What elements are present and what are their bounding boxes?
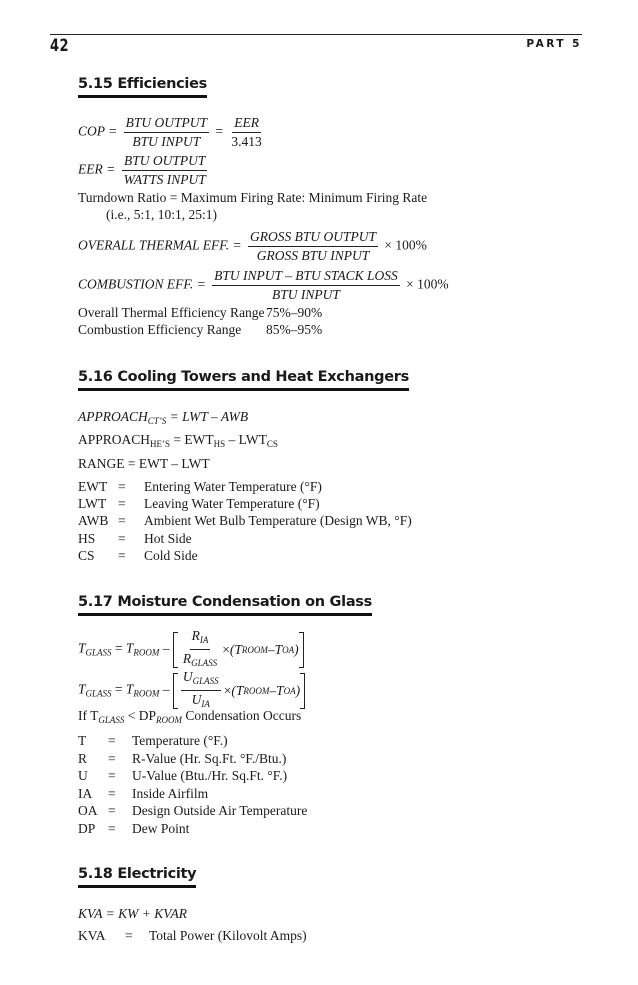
part-label: PART 5 bbox=[526, 38, 582, 50]
definition-text: Design Outside Air Temperature bbox=[132, 803, 308, 819]
section-title-5-17: 5.17 Moisture Condensation on Glass bbox=[78, 594, 372, 616]
approach-he-equation: $APPROACH_{HE’S} = EWT_{HS} - LWT_{CS}$ bbox=[78, 432, 278, 449]
cop-fraction-1: $\frac{\text{BTU OUTPUT}}{\text{BTU INPUT}}$ bbox=[125, 115, 208, 149]
definition-equals: = bbox=[118, 513, 126, 529]
definition-equals: = bbox=[108, 750, 116, 766]
definition-text: Leaving Water Temperature (°F) bbox=[144, 496, 320, 512]
definition-abbr: U bbox=[78, 768, 88, 784]
definition-equals: = bbox=[108, 768, 116, 784]
combustion-eff-equation: COMBUSTION EFF. = $\frac{\text{BTU INPUT – BTU STACK LOSS}}{\text{BTU INPUT}}$ × 100% bbox=[78, 268, 449, 302]
definition-abbr: DP bbox=[78, 821, 96, 836]
approach-ct-equation: $APPROACH_{CT’S}$ = LWT – AWB bbox=[78, 409, 249, 426]
definition-text: Ambient Wet Bulb Temperature (Design WB, °F) bbox=[144, 513, 412, 529]
definition-text: Total Power (Kilovolt Amps) bbox=[149, 928, 307, 943]
definition-equals: = bbox=[108, 821, 116, 836]
definition-equals: = bbox=[108, 803, 116, 819]
definition-text: Hot Side bbox=[144, 530, 192, 546]
section-title-5-18: 5.18 Electricity bbox=[78, 866, 196, 888]
eer-fraction: $\frac{\text{BTU OUTPUT}}{\text{WATTS INPUT}}$ bbox=[123, 153, 206, 187]
definition-equals: = bbox=[125, 928, 133, 943]
cop-fraction-2: $\frac{\text{EER}}{3.413}$ bbox=[231, 115, 262, 149]
eer-equation: EER = $\frac{\text{BTU OUTPUT}}{\text{WATTS INPUT}}$ bbox=[78, 153, 206, 187]
definition-equals: = bbox=[118, 479, 126, 494]
definition-equals: = bbox=[118, 496, 126, 512]
overall-thermal-eff-equation: OVERALL THERMAL EFF. = $\frac{\text{GROSS BTU OUTPUT}}{\text{GROSS BTU INPUT}}$ × 100% bbox=[78, 229, 427, 263]
condensation-condition: If $T_{GLASS} < DP_{ROOM}$ Condensation Occurs bbox=[78, 708, 302, 725]
cop-equation: COP = $\frac{\text{BTU OUTPUT}}{\text{BTU INPUT}}$ = $\frac{\text{EER}}{3.413}$ bbox=[78, 115, 262, 149]
kva-equation: KVA = KW + KVAR bbox=[78, 906, 187, 921]
definition-abbr: AWB bbox=[78, 513, 109, 529]
definition-text: Inside Airfilm bbox=[132, 785, 209, 801]
definition-equals: = bbox=[108, 733, 116, 748]
definition-abbr: KVA bbox=[78, 928, 106, 943]
definition-text: Entering Water Temperature (°F) bbox=[144, 479, 322, 494]
section-title-5-15: 5.15 Efficiencies bbox=[78, 76, 207, 98]
definition-equals: = bbox=[118, 530, 126, 546]
definition-text: U-Value (Btu./Hr. Sq.Ft. °F.) bbox=[132, 768, 288, 784]
glass-temp-equation-r: $T_{GLASS} = T_{ROOM}$ – $\frac{R_{IA}}{R_{GLASS}}$ × ( T ROOM – T OA ) bbox=[78, 628, 304, 671]
definition-abbr: LWT bbox=[78, 496, 107, 512]
definition-text: Dew Point bbox=[132, 821, 190, 836]
definition-abbr: OA bbox=[78, 803, 98, 819]
range-equation: RANGE = EWT – LWT bbox=[78, 456, 210, 471]
definition-abbr: T bbox=[78, 733, 87, 748]
turndown-example: (i.e., 5:1, 10:1, 25:1) bbox=[106, 207, 217, 222]
definition-equals: = bbox=[108, 785, 116, 801]
section-title-5-16: 5.16 Cooling Towers and Heat Exchangers bbox=[78, 369, 409, 391]
definition-abbr: R bbox=[78, 750, 88, 766]
definition-abbr: CS bbox=[78, 547, 95, 563]
turndown-ratio: Turndown Ratio = Maximum Firing Rate: Minimum Firing Rate bbox=[78, 190, 428, 205]
definition-abbr: EWT bbox=[78, 479, 108, 494]
definition-equals: = bbox=[118, 547, 126, 563]
definition-text: R-Value (Hr. Sq.Ft. °F./Btu.) bbox=[132, 750, 287, 766]
definition-text: Cold Side bbox=[144, 547, 198, 563]
definition-abbr: HS bbox=[78, 530, 96, 546]
definition-text: Temperature (°F.) bbox=[132, 733, 228, 748]
definition-abbr: IA bbox=[78, 785, 93, 801]
glass-temp-equation-u: $T_{GLASS} = T_{ROOM}$ – $\frac{U_{GLASS}}{U_{IA}}$ × ( T ROOM – T OA ) bbox=[78, 669, 305, 712]
page-number: 42 bbox=[50, 36, 69, 56]
header-rule bbox=[50, 34, 582, 35]
